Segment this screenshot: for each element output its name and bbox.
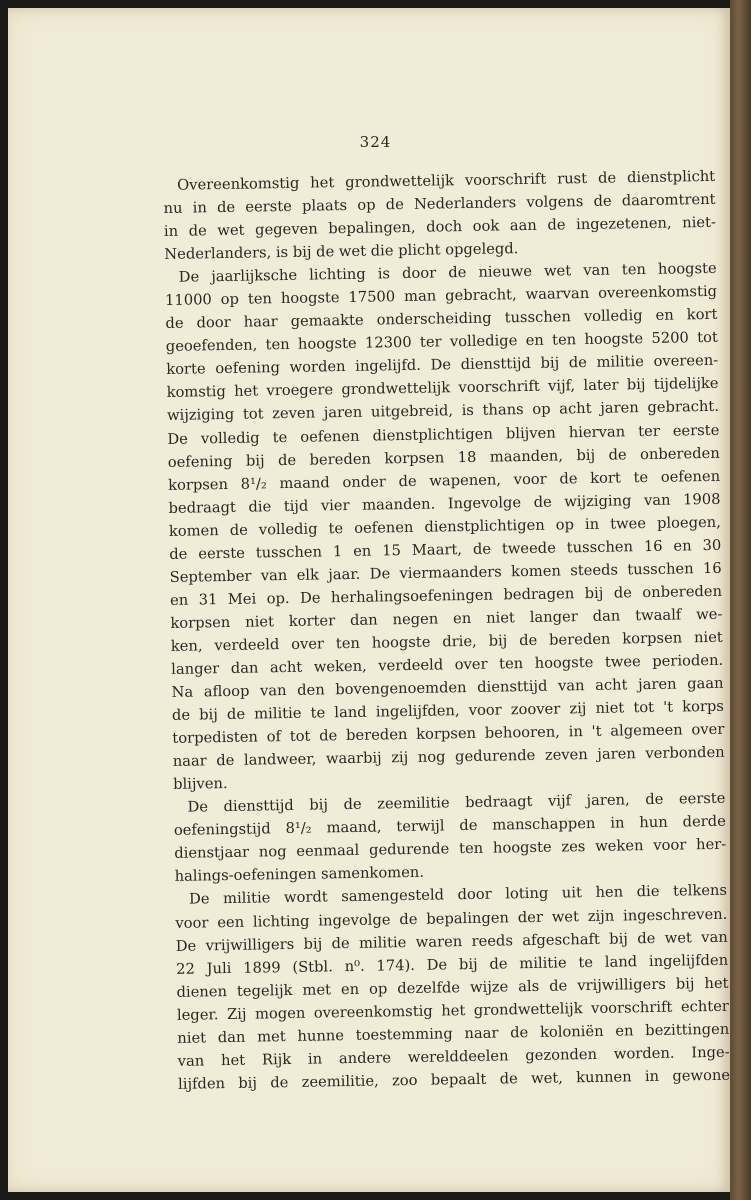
text-line: Overeenkomstig het grondwettelijk voorschrift rust de dienstplicht [177, 167, 716, 194]
text-line: De militie wordt samengesteld door loting uit hen die telkens [188, 882, 728, 909]
text-line: Na afloop van den bovengenoemden diensttijd van acht jaren gaan [171, 674, 724, 701]
text-line: De volledig te oefenen dienstplichtigen blijven hiervan ter eerste [167, 421, 720, 448]
text-line: korpsen niet korter dan negen en niet langer dan twaalf we- [170, 605, 723, 632]
text-line: blijven. [172, 775, 228, 794]
text-line: De jaarlijksche lichting is door de nieuwe wet van ten hoogste [178, 260, 717, 286]
text-line: komstig het vroegere grondwettelijk voorschrift vijf, later bij tijdelijke [166, 375, 719, 402]
text-line: de door haar gemaakte onderscheiding tusschen volledig en kort [165, 306, 718, 333]
text-line: en 31 Mei op. De herhalingsoefeningen bedragen bij de onbereden [169, 582, 723, 609]
text-line: langer dan acht weken, verdeeld over ten hoogste twee perioden. [171, 651, 724, 678]
text-line: komen de volledig te oefenen dienstplichtigen op in twee ploegen, [168, 513, 721, 540]
text-line: leger. Zij mogen overeenkomstig het grondwettelijk voorschrift echter [176, 997, 730, 1024]
text-line: korte oefening worden ingelijfd. De diensttijd bij de militie overeen- [166, 352, 719, 379]
text-line: De vrijwilligers bij de militie waren reeds afgeschaft bij de wet van [175, 928, 728, 955]
text-line: in de wet gegeven bepalingen, doch ook aan de ingezetenen, niet- [163, 213, 717, 241]
text-line: wijziging tot zeven jaren uitgebreid, is thans op acht jaren gebracht. [166, 398, 720, 425]
text-line: Nederlanders, is bij de wet die plicht opgelegd. [164, 240, 519, 264]
text-line: lijfden bij de zeemilitie, zoo bepaalt de wet, kunnen in gewone [177, 1066, 731, 1093]
text-line: halings-oefeningen samenkomen. [174, 864, 425, 886]
text-line: van het Rijk in andere werelddeelen gezonden worden. Inge- [177, 1043, 730, 1070]
text-line: ken, verdeeld over ten hoogste drie, bij de bereden korpsen niet [170, 628, 723, 655]
text-line: de bij de militie te land ingelijfden, voor zoover zij niet tot 't korps [171, 697, 725, 725]
text-line: voor een lichting ingevolge de bepalingen der wet zijn ingeschreven. [175, 905, 728, 932]
text-line: niet dan met hunne toestemming naar de koloniën en bezittingen [177, 1020, 730, 1047]
text-line: nu in de eerste plaats op de Nederlanders volgens de daaromtrent [163, 190, 716, 218]
page-number: 324 [359, 133, 392, 151]
text-line: September van elk jaar. De viermaanders komen steeds tusschen 16 [169, 559, 722, 586]
text-line: naar de landweer, waarbij zij nog gedurende zeven jaren verbonden [172, 743, 725, 771]
text-line: korpsen 8¹/₂ maand onder de wapenen, voor de kort te oefenen [168, 467, 721, 494]
text-line: dienstjaar nog eenmaal gedurende ten hoogste zes weken voor her- [174, 836, 727, 863]
text-line: 22 Juli 1899 (Stbl. n⁰. 174). De bij de militie te land ingelijfden [176, 951, 729, 978]
text-line: dienen tegelijk met en op dezelfde wijze als de vrijwilligers bij het [176, 974, 729, 1001]
text-line: oefening bij de bereden korpsen 18 maanden, bij de onbereden [167, 444, 720, 471]
book-binding-edge [730, 0, 751, 1200]
text-line: torpedisten of tot de bereden korpsen behooren, in 't algemeen over [172, 720, 725, 748]
text-line: oefeningstijd 8¹/₂ maand, terwijl de manschappen in hun derde [173, 813, 726, 840]
text-line: geoefenden, ten hoogste 12300 ter volledige en ten hoogste 5200 tot [165, 329, 718, 356]
body-text [163, 165, 730, 1096]
text-line: bedraagt die tijd vier maanden. Ingevolge de wijziging van 1908 [168, 490, 721, 517]
text-line: de eerste tusschen 1 en 15 Maart, de tweede tusschen 16 en 30 [169, 536, 722, 563]
text-line: 11000 op ten hoogste 17500 man gebracht, waarvan overeenkomstig [164, 283, 718, 310]
text-line: De diensttijd bij de zeemilitie bedraagt vijf jaren, de eerste [187, 790, 726, 816]
